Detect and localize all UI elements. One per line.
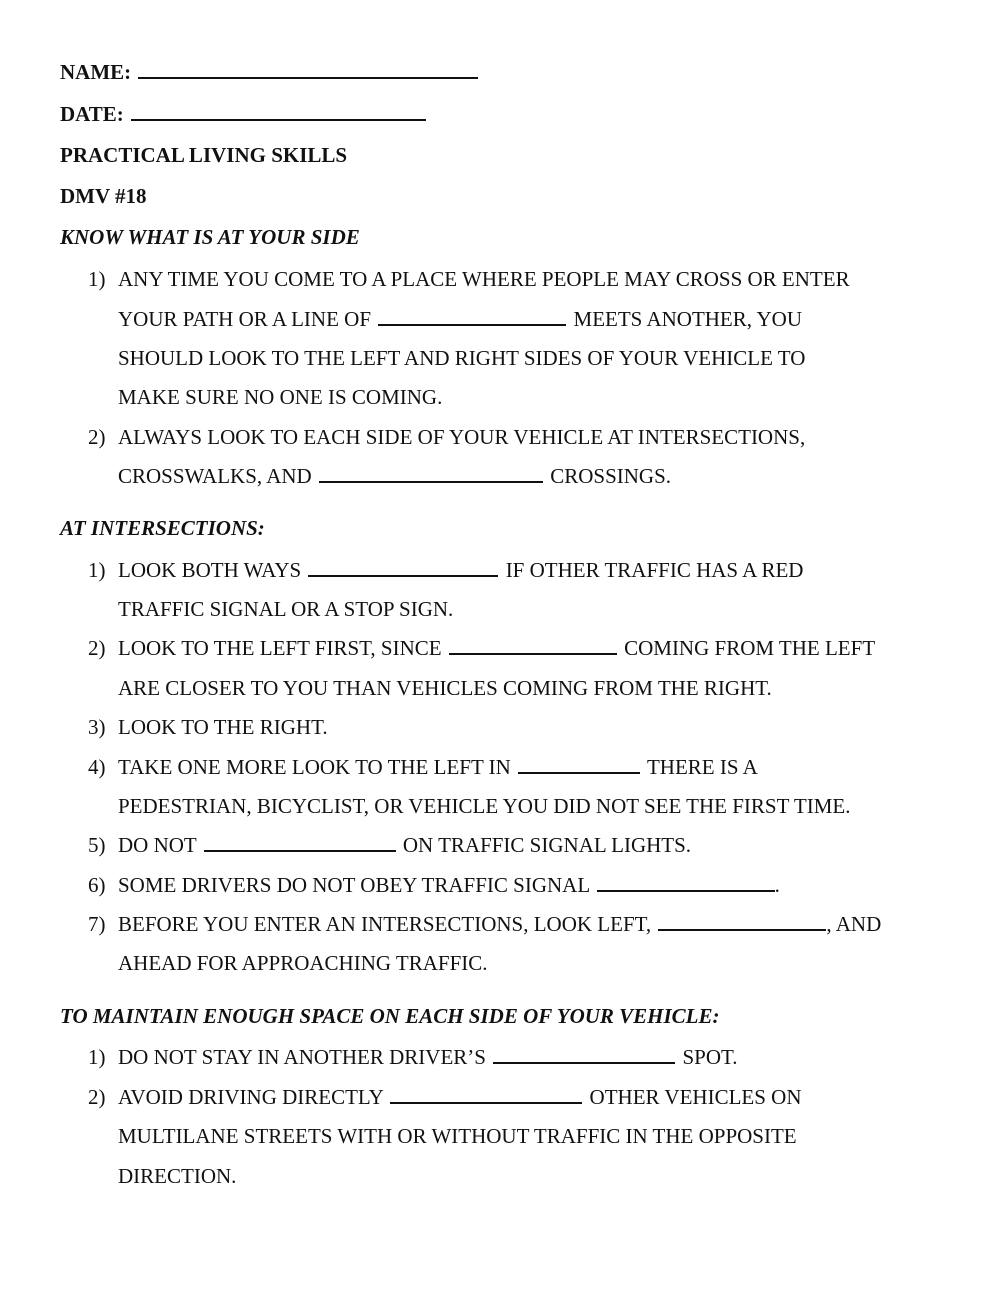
item-line bbox=[118, 1084, 802, 1110]
item-line bbox=[118, 635, 875, 661]
item-line: ANY TIME YOU COME TO A PLACE WHERE PEOPLE MAY CROSS OR ENTER bbox=[118, 267, 850, 291]
item-line bbox=[118, 306, 802, 332]
date-label: DATE: bbox=[60, 102, 124, 126]
item-line bbox=[118, 754, 758, 780]
item-line: TRAFFIC SIGNAL OR A STOP SIGN. bbox=[118, 597, 454, 621]
line-text: , AND bbox=[826, 912, 882, 936]
answer-blank[interactable] bbox=[597, 872, 775, 892]
section-heading: AT INTERSECTIONS: bbox=[60, 516, 265, 540]
line-text: CROSSINGS. bbox=[550, 464, 672, 488]
item-number: 6) bbox=[88, 873, 106, 897]
answer-blank[interactable] bbox=[378, 306, 566, 326]
item-number: 1) bbox=[88, 1045, 106, 1069]
name-row bbox=[60, 59, 480, 85]
line-text: . bbox=[774, 873, 780, 897]
item-line: SHOULD LOOK TO THE LEFT AND RIGHT SIDES OF YOUR VEHICLE TO bbox=[118, 346, 806, 370]
line-text: AVOID DRIVING DIRECTLY bbox=[118, 1085, 384, 1109]
item-number: 7) bbox=[88, 912, 106, 936]
answer-blank[interactable] bbox=[204, 832, 396, 852]
line-text: SPOT. bbox=[682, 1045, 738, 1069]
item-number: 2) bbox=[88, 1085, 106, 1109]
line-text: OTHER VEHICLES ON bbox=[589, 1085, 802, 1109]
item-line bbox=[118, 557, 803, 583]
item-line bbox=[118, 872, 780, 898]
answer-blank[interactable] bbox=[308, 557, 498, 577]
line-text: COMING FROM THE LEFT bbox=[624, 636, 876, 660]
item-number: 5) bbox=[88, 833, 106, 857]
name-label: NAME: bbox=[60, 60, 132, 84]
date-row bbox=[60, 101, 428, 127]
item-line: MULTILANE STREETS WITH OR WITHOUT TRAFFIC IN THE OPPOSITE bbox=[118, 1124, 797, 1148]
item-line: PEDESTRIAN, BICYCLIST, OR VEHICLE YOU DID NOT SEE THE FIRST TIME. bbox=[118, 794, 851, 818]
answer-blank[interactable] bbox=[493, 1044, 675, 1064]
answer-blank[interactable] bbox=[449, 635, 617, 655]
line-text: BEFORE YOU ENTER AN INTERSECTIONS, LOOK LEFT, bbox=[118, 912, 652, 936]
item-line: ARE CLOSER TO YOU THAN VEHICLES COMING FROM THE RIGHT. bbox=[118, 676, 772, 700]
item-number: 1) bbox=[88, 267, 106, 291]
line-text: CROSSWALKS, AND bbox=[118, 464, 312, 488]
line-text: LOOK BOTH WAYS bbox=[118, 558, 302, 582]
item-number: 1) bbox=[88, 558, 106, 582]
line-text: LOOK TO THE LEFT FIRST, SINCE bbox=[118, 636, 442, 660]
line-text: IF OTHER TRAFFIC HAS A RED bbox=[505, 558, 804, 582]
item-line: MAKE SURE NO ONE IS COMING. bbox=[118, 385, 443, 409]
item-number: 2) bbox=[88, 636, 106, 660]
answer-blank[interactable] bbox=[319, 463, 543, 483]
line-text: DO NOT STAY IN ANOTHER DRIVER’S bbox=[118, 1045, 486, 1069]
item-line bbox=[118, 911, 881, 937]
item-line: AHEAD FOR APPROACHING TRAFFIC. bbox=[118, 951, 488, 975]
course-title: PRACTICAL LIVING SKILLS bbox=[60, 143, 348, 167]
item-line bbox=[118, 463, 671, 489]
line-text: THERE IS A bbox=[646, 755, 758, 779]
line-text: SOME DRIVERS DO NOT OBEY TRAFFIC SIGNAL bbox=[118, 873, 590, 897]
unit-title: DMV #18 bbox=[60, 184, 147, 208]
line-text: YOUR PATH OR A LINE OF bbox=[118, 307, 372, 331]
item-line: ALWAYS LOOK TO EACH SIDE OF YOUR VEHICLE AT INTERSECTIONS, bbox=[118, 425, 806, 449]
line-text: ON TRAFFIC SIGNAL LIGHTS. bbox=[402, 833, 692, 857]
answer-blank[interactable] bbox=[390, 1084, 582, 1104]
date-blank[interactable] bbox=[131, 101, 426, 121]
item-number: 4) bbox=[88, 755, 106, 779]
item-line: LOOK TO THE RIGHT. bbox=[118, 715, 328, 739]
line-text: TAKE ONE MORE LOOK TO THE LEFT IN bbox=[118, 755, 511, 779]
item-number: 2) bbox=[88, 425, 106, 449]
item-line bbox=[118, 832, 691, 858]
line-text: MEETS ANOTHER, YOU bbox=[573, 307, 802, 331]
item-line bbox=[118, 1044, 738, 1070]
section-heading: KNOW WHAT IS AT YOUR SIDE bbox=[60, 225, 360, 249]
section-heading: TO MAINTAIN ENOUGH SPACE ON EACH SIDE OF YOUR VEHICLE: bbox=[60, 1004, 720, 1028]
line-text: DO NOT bbox=[118, 833, 197, 857]
answer-blank[interactable] bbox=[658, 911, 826, 931]
item-line: DIRECTION. bbox=[118, 1164, 237, 1188]
name-blank[interactable] bbox=[138, 59, 478, 79]
item-number: 3) bbox=[88, 715, 106, 739]
answer-blank[interactable] bbox=[518, 754, 640, 774]
